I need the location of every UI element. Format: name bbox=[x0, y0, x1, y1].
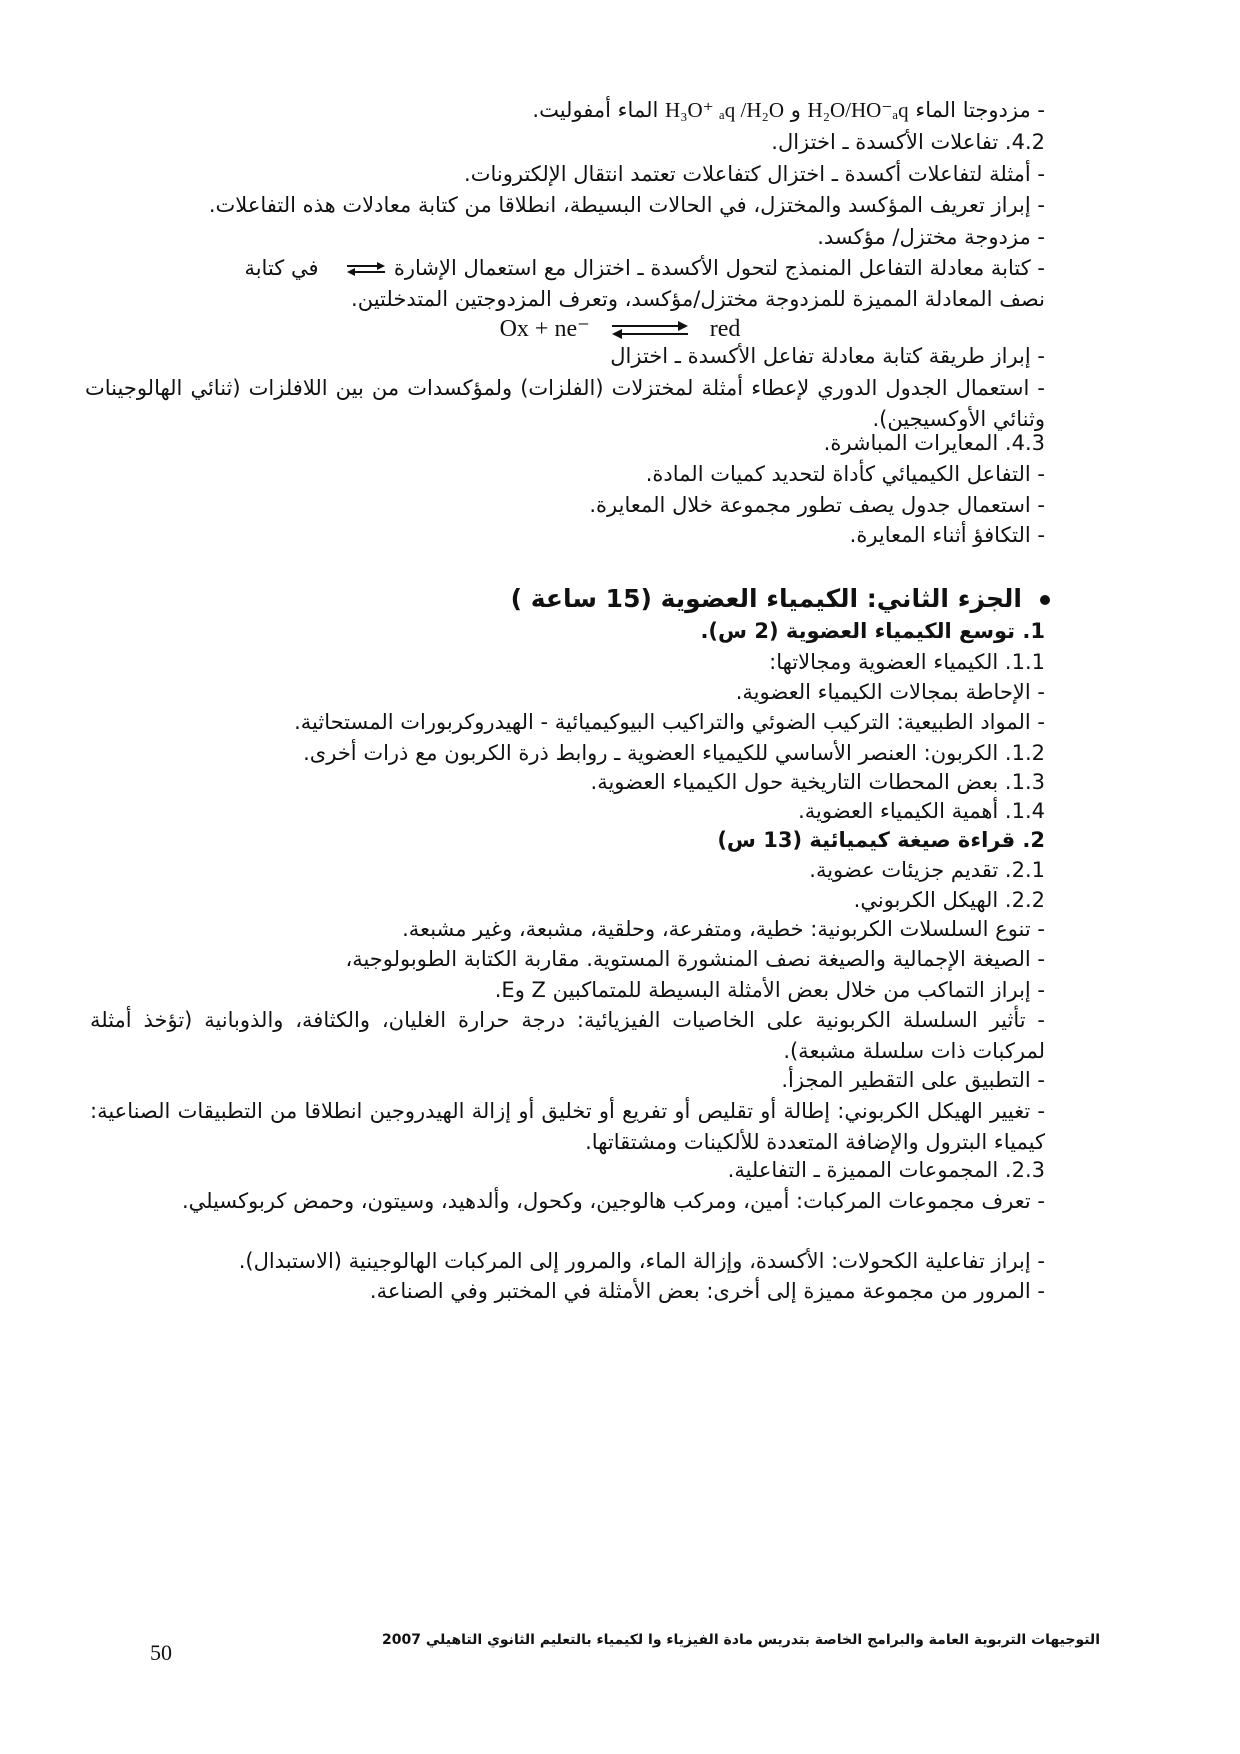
text-line: - المواد الطبيعية: التركيب الضوئي والتراكيب البيوكيميائية - الهيدروكربورات المستحاثية. bbox=[294, 710, 1045, 734]
text-line: - مزدوجتا الماء H₂O/HO⁻ₐq و H₃O⁺ ₐq /H₂O الماء أمفوليت. bbox=[532, 98, 1045, 122]
text-line: - إبراز التماكب من خلال بعض الأمثلة البسيطة للمتماكبين Z وE. bbox=[494, 978, 1045, 1002]
half-equation: Ox + ne⁻ red bbox=[499, 316, 741, 342]
text-line: - تنوع السلسلات الكربونية: خطية، ومتفرعة، وحلقية، مشبعة، وغير مشبعة. bbox=[402, 917, 1045, 941]
chem-formula: H₂O/HO⁻ₐq bbox=[807, 98, 909, 122]
text-line: - الإحاطة بمجالات الكيمياء العضوية. bbox=[735, 680, 1045, 704]
subsection-heading: 1.4. أهمية الكيمياء العضوية. bbox=[798, 799, 1045, 823]
text-paragraph: - تغيير الهيكل الكربوني: إطالة أو تقليص أو تفريع أو تخليق أو إزالة الهيدروجين انطلاقا من التطبيقات الصناعية: كيمياء البترول والإضافة المتعددة للألكينات ومشتقاتها. bbox=[90, 1099, 1045, 1154]
text-line: - التكافؤ أثناء المعايرة. bbox=[849, 523, 1045, 547]
equilibrium-arrow-icon bbox=[345, 260, 387, 278]
text-paragraph: - تأثير السلسلة الكربونية على الخاصيات الفيزيائية: درجة حرارة الغليان، والكثافة، والذوبانية (تؤخذ أمثلة لمركبات ذات سلسلة مشبعة). bbox=[90, 1008, 1045, 1063]
text-paragraph: - تعرف مجموعات المركبات: أمين، ومركب هالوجين، وكحول، وألدهيد، وسيتون، وحمض كربوكسيلي. bbox=[181, 1189, 1045, 1213]
subsection-heading: 2.3. المجموعات المميزة ـ التفاعلية. bbox=[727, 1158, 1045, 1182]
text-line: نصف المعادلة المميزة للمزدوجة مختزل/مؤكسد، وتعرف المزدوجتين المتدخلتين. bbox=[351, 287, 1045, 311]
text-line: - التطبيق على التقطير المجزأ. bbox=[781, 1068, 1045, 1092]
text-line: - المرور من مجموعة مميزة إلى أخرى: بعض الأمثلة في المختبر وفي الصناعة. bbox=[369, 1279, 1045, 1303]
subsection-heading: 2.1. تقديم جزيئات عضوية. bbox=[809, 858, 1045, 882]
section-heading: 1. توسع الكيمياء العضوية (2 س). bbox=[700, 619, 1045, 643]
page-number: 50 bbox=[150, 1640, 172, 1665]
text-line: - التفاعل الكيميائي كأداة لتحديد كميات المادة. bbox=[645, 462, 1045, 486]
text-line: - إبراز تعريف المؤكسد والمختزل، في الحالات البسيطة، انطلاقا من كتابة معادلات هذه التفاعلات. bbox=[208, 193, 1045, 217]
chem-formula: H₃O⁺ ₐq /H₂O bbox=[665, 98, 784, 122]
subsection-heading: 1.2. الكربون: العنصر الأساسي للكيمياء العضوية ـ روابط ذرة الكربون مع ذرات أخرى. bbox=[303, 741, 1045, 765]
text-line: - أمثلة لتفاعلات أكسدة ـ اختزال كتفاعلات تعتمد انتقال الإلكترونات. bbox=[464, 162, 1045, 186]
text-line: - مزدوجة مختزل/ مؤكسد. bbox=[817, 225, 1045, 249]
subsection-heading: 4.3. المعايرات المباشرة. bbox=[823, 431, 1045, 455]
text-line: - الصيغة الإجمالية والصيغة نصف المنشورة المستوية. مقاربة الكتابة الطوبولوجية، bbox=[345, 947, 1045, 971]
part-heading: الجزء الثاني: الكيمياء العضوية (15 ساعة ) bbox=[90, 585, 1050, 613]
subsection-heading: 4.2. تفاعلات الأكسدة ـ اختزال. bbox=[771, 130, 1045, 154]
text-line: - إبراز طريقة كتابة معادلة تفاعل الأكسدة ـ اختزال bbox=[610, 344, 1045, 368]
text-line: - إبراز تفاعلية الكحولات: الأكسدة، وإزالة الماء، والمرور إلى المركبات الهالوجينية (الاستبدال). bbox=[238, 1249, 1045, 1273]
subsection-heading: 2.2. الهيكل الكربوني. bbox=[853, 888, 1045, 912]
subsection-heading: 1.1. الكيمياء العضوية ومجالاتها: bbox=[769, 650, 1045, 674]
section-heading: 2. قراءة صيغة كيميائية (13 س) bbox=[717, 828, 1045, 852]
text-paragraph: - استعمال الجدول الدوري لإعطاء أمثلة لمختزلات (الفلزات) ولمؤكسدات من بين اللافلزات (ثنائي الهالوجينات وثنائي الأوكسيجين). bbox=[85, 376, 1045, 431]
subsection-heading: 1.3. بعض المحطات التاريخية حول الكيمياء العضوية. bbox=[590, 770, 1045, 794]
text-line: - استعمال جدول يصف تطور مجموعة خلال المعايرة. bbox=[589, 493, 1045, 517]
bullet-icon bbox=[1040, 595, 1050, 605]
equilibrium-arrow-icon bbox=[610, 320, 690, 340]
text-line: - كتابة معادلة التفاعل المنمذج لتحول الأكسدة ـ اختزال مع استعمال الإشارة في كتابة bbox=[244, 256, 1045, 280]
footer-title: التوجيهات التربوية العامة والبرامج الخاصة بتدريس مادة الفيزياء وا لكيمياء بالتعليم الثانوي التاهيلي 2007 bbox=[382, 1632, 1100, 1648]
